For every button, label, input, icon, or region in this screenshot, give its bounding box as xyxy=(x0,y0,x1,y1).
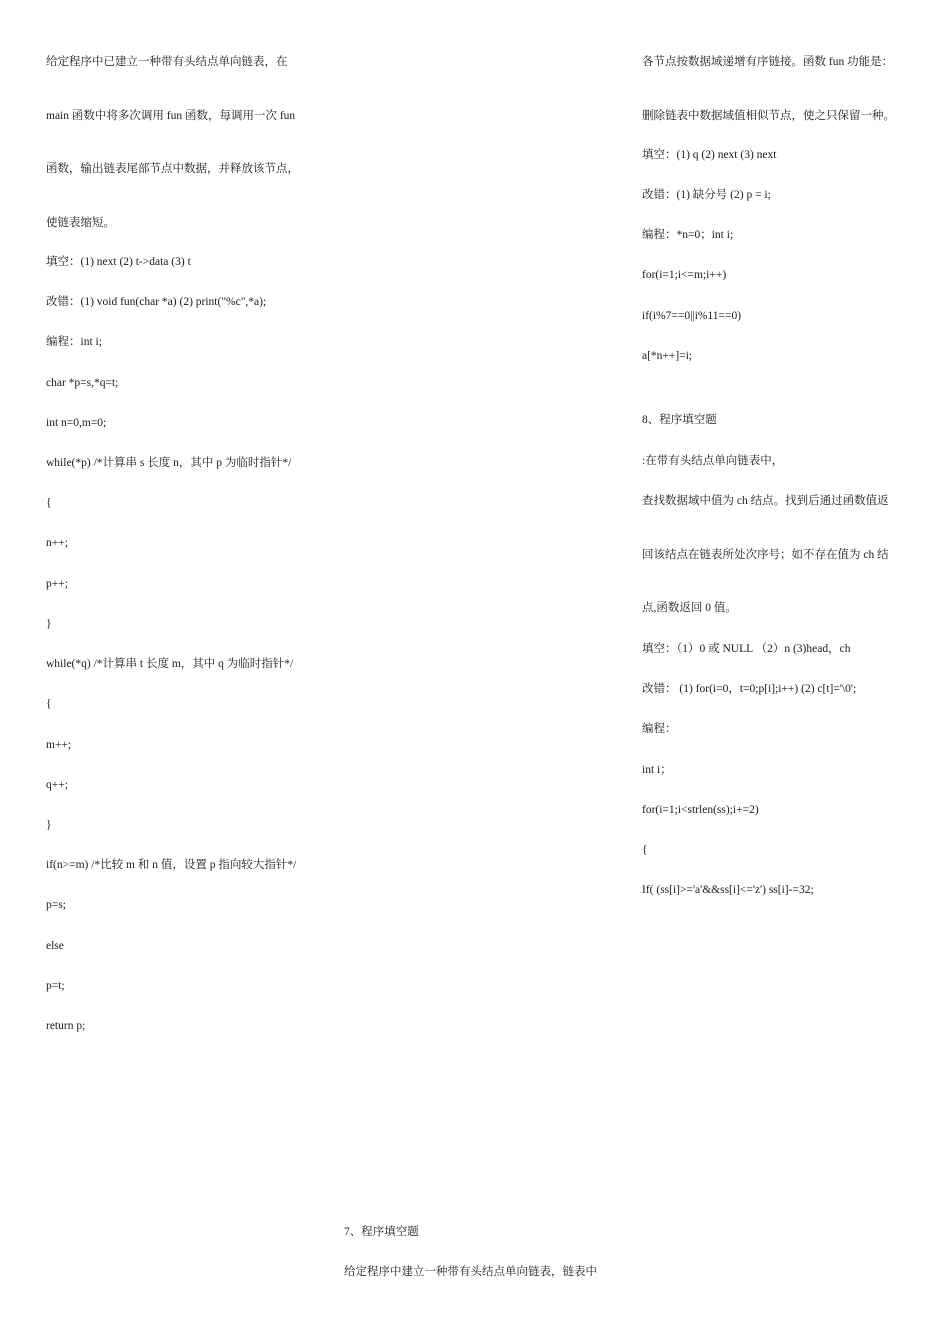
right-line-16: 编程： xyxy=(642,723,677,735)
right-line-15: 改错： (1) for(i=0，t=0;p[i];i++) (2) c[t]='\0'; xyxy=(642,683,857,695)
right-line-12: 回该结点在链表所处次序号；如不存在值为 ch 结 xyxy=(642,549,889,561)
left-line-5: 填空：(1) next (2) t->data (3) t xyxy=(46,256,191,268)
left-line-7: 编程：int i; xyxy=(46,336,102,348)
left-line-16: { xyxy=(46,698,52,710)
left-line-21: p=s; xyxy=(46,899,66,911)
right-line-2: 删除链表中数据域值相似节点，使之只保留一种。 xyxy=(642,110,895,122)
left-line-15: while(*q) /*计算串 t 长度 m，其中 q 为临时指针*/ xyxy=(46,658,294,670)
left-line-19: } xyxy=(46,819,52,831)
left-line-14: } xyxy=(46,618,52,630)
left-line-17: m++; xyxy=(46,739,72,751)
left-line-20: if(n>=m) /*比较 m 和 n 值，设置 p 指向较大指针*/ xyxy=(46,859,297,871)
left-line-12: n++; xyxy=(46,537,68,549)
right-line-19: { xyxy=(642,844,648,856)
right-line-8: a[*n++]=i; xyxy=(642,350,693,362)
left-line-18: q++; xyxy=(46,779,68,791)
right-line-17: int i； xyxy=(642,764,672,776)
bottom-line-2: 给定程序中建立一种带有头结点单向链表，链表中 xyxy=(344,1266,597,1278)
right-line-5: 编程：*n=0；int i; xyxy=(642,229,734,241)
left-line-3: 函数，输出链表尾部节点中数据，并释放该节点， xyxy=(46,163,299,175)
left-line-24: return p; xyxy=(46,1020,86,1032)
left-line-1: 给定程序中已建立一种带有头结点单向链表，在 xyxy=(46,56,288,68)
right-section-8-title: 8、程序填空题 xyxy=(642,414,717,426)
left-line-2: main 函数中将多次调用 fun 函数，每调用一次 fun xyxy=(46,110,296,122)
left-line-6: 改错：(1) void fun(char *a) (2) print("%c",*a); xyxy=(46,296,267,308)
left-line-23: p=t; xyxy=(46,980,65,992)
left-line-11: { xyxy=(46,497,52,509)
left-line-13: p++; xyxy=(46,578,68,590)
left-line-9: int n=0,m=0; xyxy=(46,417,107,429)
right-line-20: If( (ss[i]>='a'&&ss[i]<='z') ss[i]-=32; xyxy=(642,884,814,896)
right-line-4: 改错：(1) 缺分号 (2) p = i; xyxy=(642,189,771,201)
right-line-3: 填空：(1) q (2) next (3) next xyxy=(642,149,777,161)
right-line-18: for(i=1;i<strlen(ss);i+=2) xyxy=(642,804,759,816)
right-line-14: 填空：（1）0 或 NULL （2）n (3)head，ch xyxy=(642,643,851,655)
left-line-4: 使链表缩短。 xyxy=(46,217,115,229)
left-line-10: while(*p) /*计算串 s 长度 n，其中 p 为临时指针*/ xyxy=(46,457,292,469)
right-line-10: :在带有头结点单向链表中， xyxy=(642,455,784,467)
left-line-22: else xyxy=(46,940,64,952)
right-line-13: 点,函数返回 0 值。 xyxy=(642,602,737,614)
right-line-11: 查找数据域中值为 ch 结点。找到后通过函数值返 xyxy=(642,495,889,507)
right-line-1: 各节点按数据域递增有序链接。函数 fun 功能是： xyxy=(642,56,894,68)
left-line-8: char *p=s,*q=t; xyxy=(46,377,119,389)
right-line-7: if(i%7==0||i%11==0) xyxy=(642,310,742,322)
right-line-6: for(i=1;i<=m;i++) xyxy=(642,269,727,281)
bottom-section-7-title: 7、程序填空题 xyxy=(344,1226,419,1238)
